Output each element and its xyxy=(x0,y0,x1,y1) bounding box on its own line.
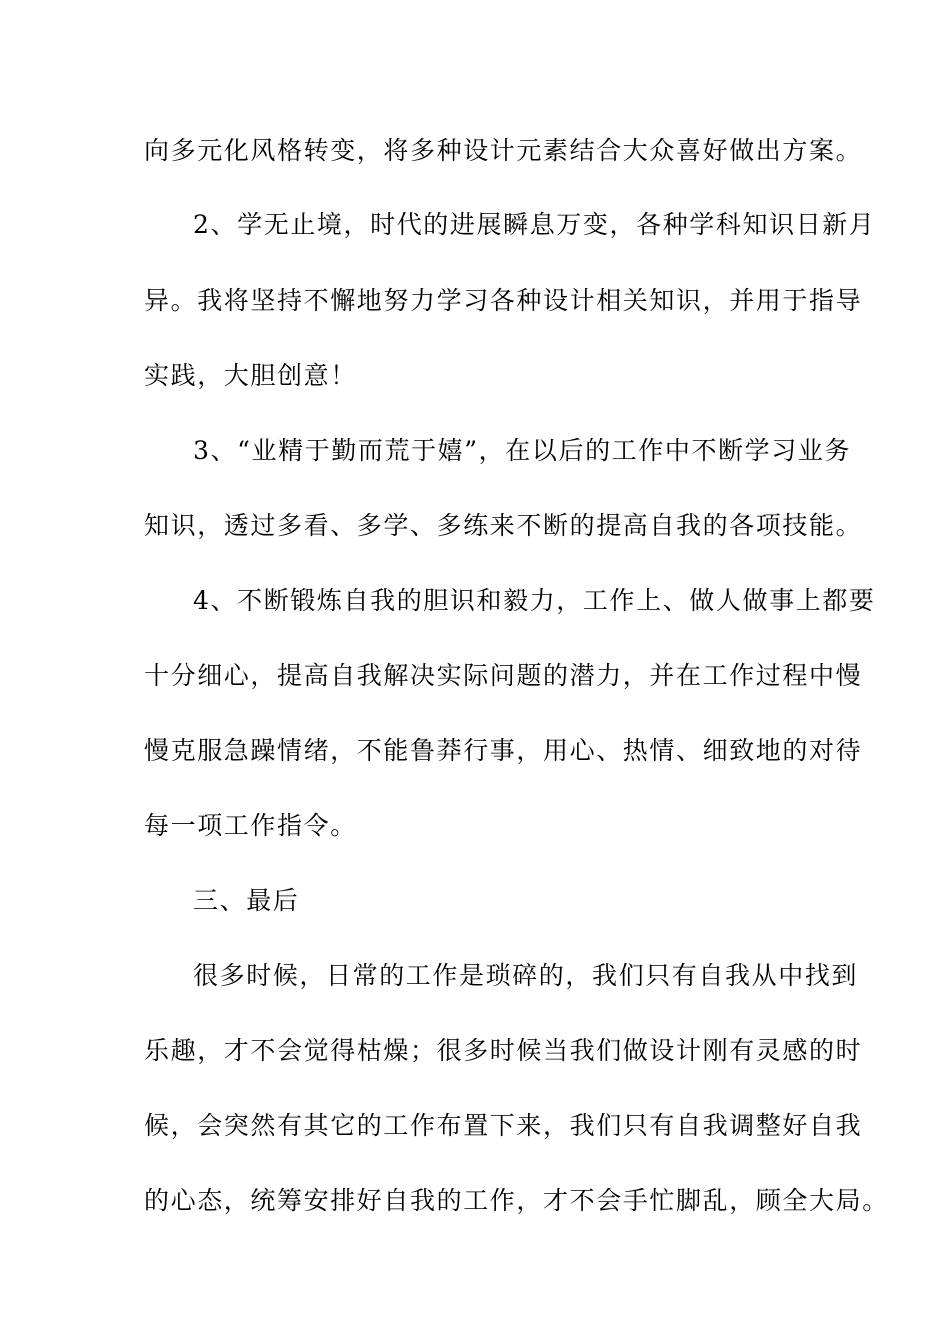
text-line: 3、“业精于勤而荒于嬉”，在以后的工作中不断学习业务 xyxy=(193,436,852,465)
section-heading: 三、最后 xyxy=(193,886,300,915)
text-line: 的心态，统筹安排好自我的工作，才不会手忙脚乱，顾全大局。 xyxy=(144,1186,889,1215)
text-line: 知识，透过多看、多学、多练来不断的提高自我的各项技能。 xyxy=(144,511,863,540)
text-line: 4、不断锻炼自我的胆识和毅力，工作上、做人做事上都要 xyxy=(193,586,876,615)
text-line: 慢克服急躁情绪，不能鲁莽行事，用心、热情、细致地的对待 xyxy=(144,736,863,765)
text-line: 乐趣，才不会觉得枯燥；很多时候当我们做设计刚有灵感的时 xyxy=(144,1036,863,1065)
text-line: 实践，大胆创意！ xyxy=(144,361,357,390)
text-line: 十分细心，提高自我解决实际问题的潜力，并在工作过程中慢 xyxy=(144,661,863,690)
text-line: 候，会突然有其它的工作布置下来，我们只有自我调整好自我 xyxy=(144,1111,863,1140)
text-line: 每一项工作指令。 xyxy=(144,811,357,840)
text-line: 异。我将坚持不懈地努力学习各种设计相关知识，并用于指导 xyxy=(144,286,863,315)
text-line: 向多元化风格转变，将多种设计元素结合大众喜好做出方案。 xyxy=(144,136,863,165)
text-line: 2、学无止境，时代的进展瞬息万变，各种学科知识日新月 xyxy=(193,210,876,239)
text-line: 很多时候，日常的工作是琐碎的，我们只有自我从中找到 xyxy=(193,961,859,990)
